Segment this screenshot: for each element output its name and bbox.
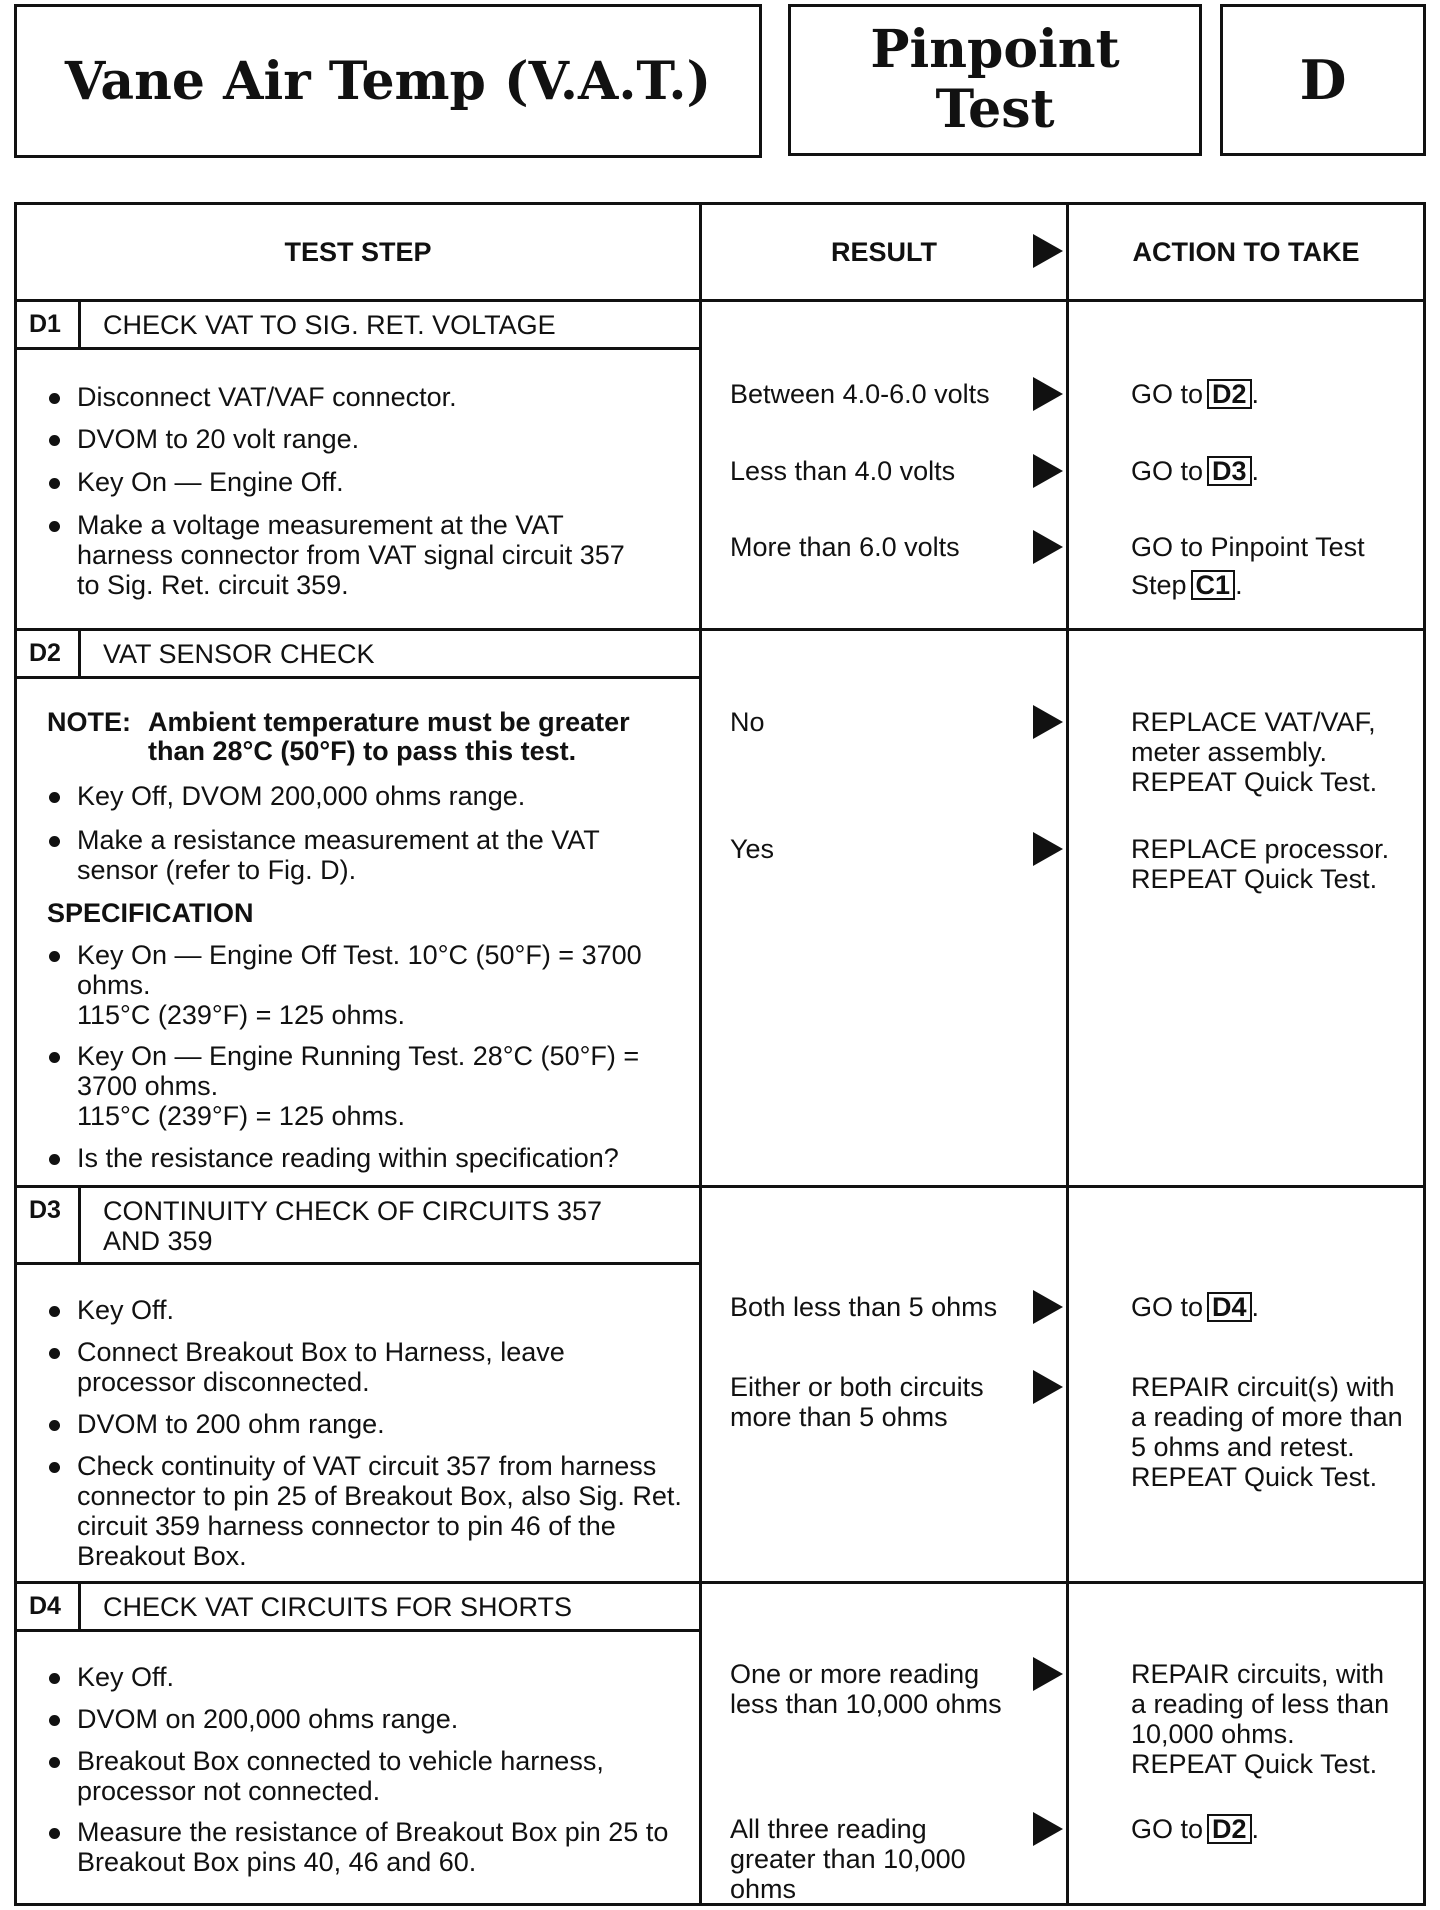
step-ref-box[interactable]: D3 [1207,456,1252,486]
arrow-right-icon [1033,1290,1063,1324]
step-id: D3 [17,1188,81,1265]
arrow-right-icon [1033,234,1063,268]
note-label: NOTE: [47,707,131,737]
pinpoint-label: Pinpoint [870,19,1120,80]
result-text: All three reading greater than 10,000 ohms [730,1814,966,1904]
pinpoint-table [14,202,1426,1906]
action-text: Step C1 . [1131,570,1243,600]
arrow-right-icon [1033,1657,1063,1691]
action-text: REPAIR circuits, with a reading of less than 10,000 ohms. REPEAT Quick Test. [1131,1659,1390,1779]
step-item: Check continuity of VAT circuit 357 from harness connector to pin 25 of Breakout Box, also Sig. Ret. circuit 359 harness connector to pin 46 of the Breakout Box. [47,1451,687,1571]
result-text: One or more reading less than 10,000 ohms [730,1659,1002,1719]
action-text: GO to D2 . [1131,1814,1260,1844]
step-title: CONTINUITY CHECK OF CIRCUITS 357 AND 359 [81,1188,699,1265]
col-header-action: ACTION TO TAKE [1132,236,1360,267]
note-text: Ambient temperature must be greater [148,707,630,737]
step-item: Connect Breakout Box to Harness, leave processor disconnected. [47,1337,607,1397]
test-label: Test [935,79,1055,140]
spec-label: SPECIFICATION [47,898,254,928]
result-text: No [730,707,765,737]
step-item: Key Off. [47,1662,687,1692]
result-text: Less than 4.0 volts [730,456,956,486]
result-text: More than 6.0 volts [730,532,960,562]
action-text: GO to D3 . [1131,456,1260,486]
step-title: VAT SENSOR CHECK [81,631,699,679]
note-text: than 28°C (50°F) to pass this test. [148,736,577,766]
action-text: GO to Pinpoint Test [1131,532,1365,562]
action-text: GO to D4 . [1131,1292,1260,1322]
step-id: D1 [17,302,81,350]
test-letter-box [1220,4,1426,156]
result-text: Yes [730,834,775,864]
col-header-result: RESULT [831,236,937,267]
arrow-right-icon [1033,1812,1063,1846]
step-item: Make a resistance measurement at the VAT sensor (refer to Fig. D). [47,825,637,885]
step-title: CHECK VAT CIRCUITS FOR SHORTS [81,1584,699,1632]
step-item: Measure the resistance of Breakout Box pin 25 to Breakout Box pins 40, 46 and 60. [47,1817,687,1877]
step-item: Key On — Engine Off. [47,467,687,497]
action-text: GO to D2 . [1131,379,1260,409]
column-divider [699,205,702,1903]
col-header-test-step: TEST STEP [284,236,432,267]
result-text: Both less than 5 ohms [730,1292,998,1322]
arrow-right-icon [1033,454,1063,488]
step-item: Make a voltage measurement at the VAT harness connector from VAT signal circuit 357 to Sig. Ret. circuit 359. [47,510,632,600]
step-item: DVOM on 200,000 ohms range. [47,1704,687,1734]
title-box [14,4,762,158]
step-item: DVOM to 20 volt range. [47,424,687,454]
step-item: DVOM to 200 ohm range. [47,1409,687,1439]
pinpoint-test-box [788,4,1202,156]
arrow-right-icon [1033,377,1063,411]
spec-item: Key On — Engine Running Test. 28°C (50°F) = 3700 ohms. 115°C (239°F) = 125 ohms. [47,1041,687,1131]
action-text: REPAIR circuit(s) with a reading of more than 5 ohms and retest. REPEAT Quick Test. [1131,1372,1403,1492]
result-text: Either or both circuits more than 5 ohms [730,1372,984,1432]
arrow-right-icon [1033,1370,1063,1404]
arrow-right-icon [1033,530,1063,564]
spec-item: Key On — Engine Off Test. 10°C (50°F) = 3700 ohms. 115°C (239°F) = 125 ohms. [47,940,687,1030]
step-ref-box[interactable]: D2 [1207,1814,1252,1844]
step-ref-box[interactable]: C1 [1191,570,1236,600]
action-text: REPLACE VAT/VAF, meter assembly. REPEAT Quick Test. [1131,707,1378,797]
step-item: Disconnect VAT/VAF connector. [47,382,687,412]
step-item: Key Off, DVOM 200,000 ohms range. [47,781,687,811]
step-ref-box[interactable]: D4 [1207,1292,1252,1322]
step-id: D4 [17,1584,81,1632]
step-item: Key Off. [47,1295,687,1325]
step-ref-box[interactable]: D2 [1207,379,1252,409]
result-text: Between 4.0-6.0 volts [730,379,990,409]
step-item: Is the resistance reading within specification? [47,1143,687,1173]
step-item: Breakout Box connected to vehicle harness, processor not connected. [47,1746,627,1806]
arrow-right-icon [1033,705,1063,739]
page-title: Vane Air Temp (V.A.T.) [64,50,712,112]
action-text: REPLACE processor. REPEAT Quick Test. [1131,834,1390,894]
step-title: CHECK VAT TO SIG. RET. VOLTAGE [81,302,699,350]
arrow-right-icon [1033,832,1063,866]
step-id: D2 [17,631,81,679]
column-divider [1066,205,1069,1903]
test-letter: D [1299,48,1347,112]
